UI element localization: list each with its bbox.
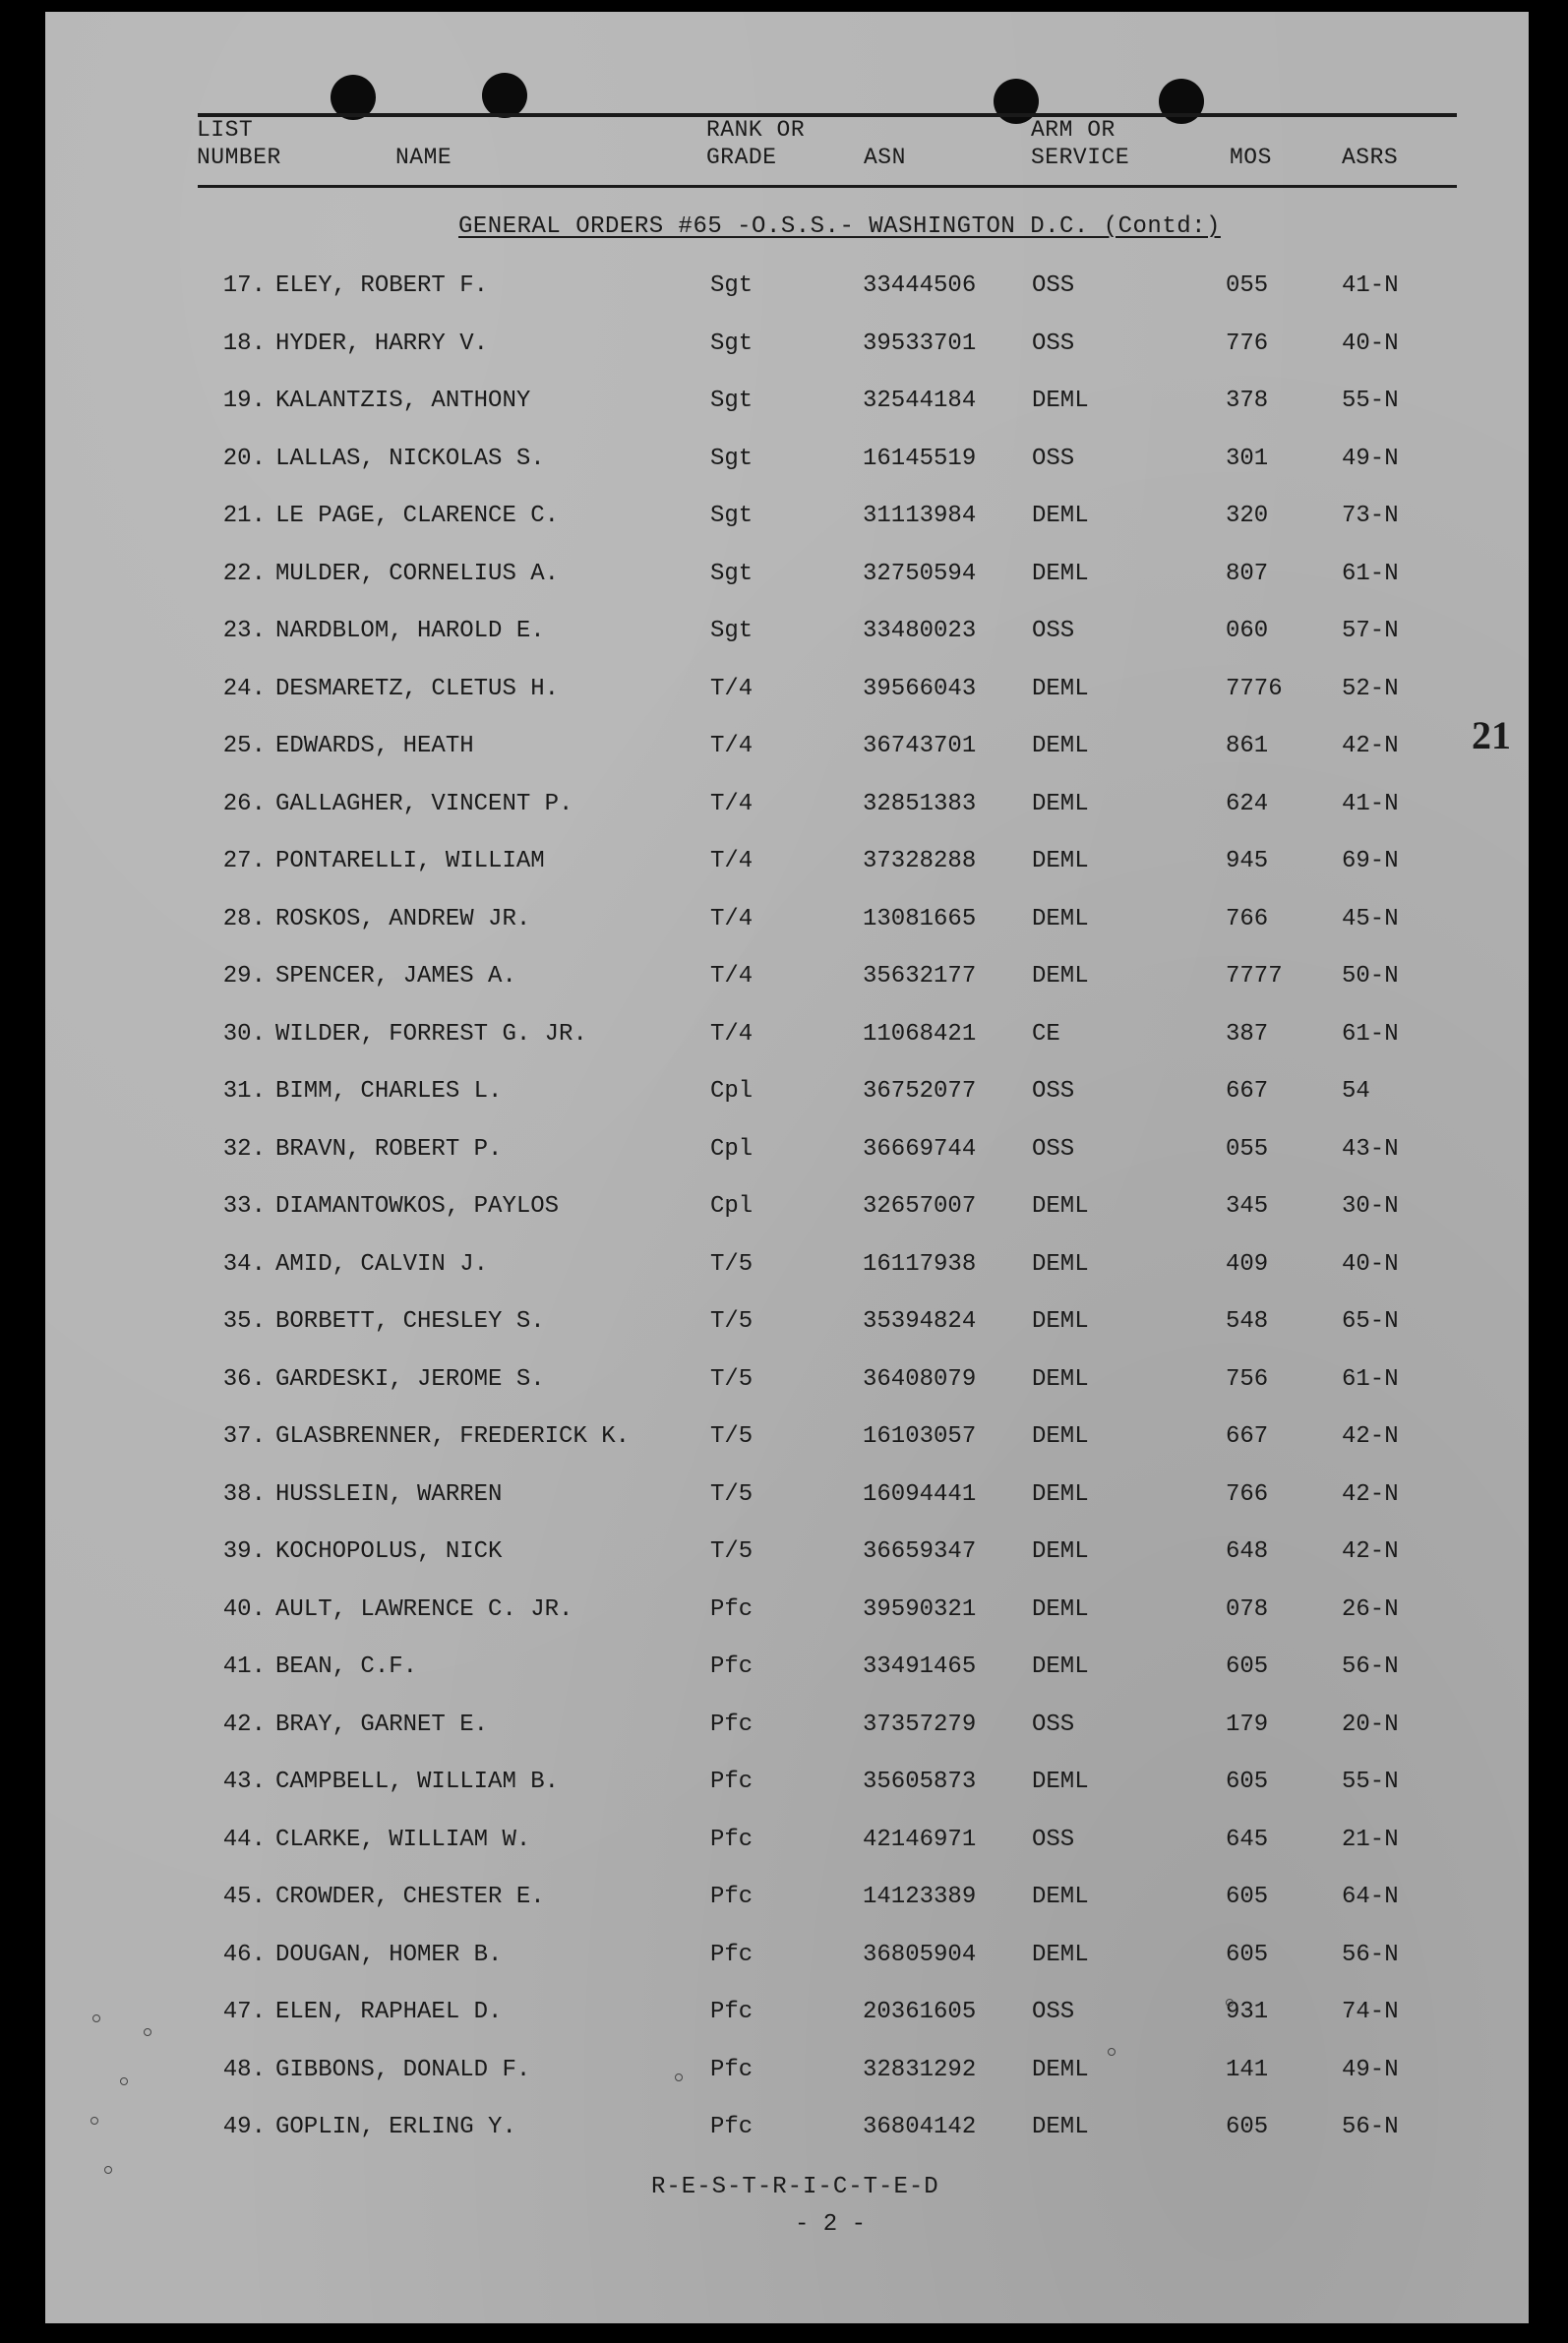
table-row (45, 1941, 1529, 1999)
row-name: CROWDER, CHESTER E. (275, 1884, 545, 1910)
row-arm-service: DEML (1032, 675, 1089, 702)
row-mos: 766 (1226, 905, 1269, 932)
row-rank: Pfc (710, 1769, 754, 1795)
row-name: WILDER, FORREST G. JR. (275, 1020, 587, 1048)
row-number: 27. (222, 848, 266, 874)
row-name: BRAY, GARNET E. (275, 1711, 489, 1738)
table-row (45, 1537, 1529, 1595)
row-arm-service: DEML (1032, 1423, 1089, 1450)
row-rank: T/4 (710, 790, 754, 817)
row-mos: 055 (1226, 272, 1269, 299)
row-asn: 42146971 (863, 1826, 977, 1853)
row-rank: T/5 (710, 1308, 754, 1335)
row-mos: 667 (1226, 1078, 1269, 1105)
row-mos: 078 (1226, 1595, 1269, 1623)
row-asrs: 26-N (1342, 1595, 1399, 1623)
row-arm-service: DEML (1032, 1595, 1089, 1623)
row-number: 35. (222, 1308, 266, 1335)
row-mos: 605 (1226, 1941, 1269, 1968)
row-asn: 36408079 (863, 1365, 977, 1393)
row-number: 43. (222, 1769, 266, 1795)
row-rank: Cpl (710, 1193, 754, 1220)
row-arm-service: DEML (1032, 1653, 1089, 1680)
row-mos: 387 (1226, 1020, 1269, 1048)
table-row (45, 1711, 1529, 1769)
row-asn: 16094441 (863, 1480, 977, 1508)
row-number: 47. (222, 1999, 266, 2025)
row-rank: Pfc (710, 1826, 754, 1853)
row-number: 40. (222, 1595, 266, 1623)
row-asrs: 40-N (1342, 1250, 1399, 1278)
row-number: 39. (222, 1538, 266, 1565)
row-arm-service: DEML (1032, 1480, 1089, 1508)
header-arm-or-service: ARM OR SERVICE (1031, 117, 1130, 170)
row-number: 18. (222, 330, 266, 357)
table-row (45, 1480, 1529, 1538)
row-name: DIAMANTOWKOS, PAYLOS (275, 1193, 560, 1220)
table-row (45, 445, 1529, 503)
table-row (45, 1422, 1529, 1480)
row-arm-service: OSS (1032, 445, 1075, 472)
table-row (45, 1768, 1529, 1826)
row-asrs: 21-N (1342, 1826, 1399, 1853)
row-arm-service: OSS (1032, 1826, 1075, 1853)
row-mos: 807 (1226, 560, 1269, 587)
row-arm-service: DEML (1032, 1769, 1089, 1795)
row-arm-service: DEML (1032, 1538, 1089, 1565)
row-name: GIBBONS, DONALD F. (275, 2056, 531, 2083)
row-name: BORBETT, CHESLEY S. (275, 1308, 545, 1335)
table-row (45, 387, 1529, 445)
row-asn: 36659347 (863, 1538, 977, 1565)
row-number: 37. (222, 1423, 266, 1450)
row-asn: 31113984 (863, 503, 977, 529)
row-rank: T/5 (710, 1250, 754, 1278)
row-asrs: 50-N (1342, 963, 1399, 990)
restricted-footer: R-E-S-T-R-I-C-T-E-D (651, 2174, 939, 2200)
row-arm-service: DEML (1032, 1193, 1089, 1220)
margin-page-note: 21 (1472, 713, 1511, 757)
row-rank: Pfc (710, 1941, 754, 1968)
row-asrs: 61-N (1342, 1365, 1399, 1393)
row-name: SPENCER, JAMES A. (275, 963, 516, 990)
row-rank: Sgt (710, 503, 754, 529)
row-number: 30. (222, 1020, 266, 1048)
row-number: 45. (222, 1884, 266, 1910)
row-mos: 776 (1226, 330, 1269, 357)
row-arm-service: DEML (1032, 1365, 1089, 1393)
row-asrs: 74-N (1342, 1999, 1399, 2025)
row-asrs: 20-N (1342, 1711, 1399, 1738)
row-name: NARDBLOM, HAROLD E. (275, 618, 545, 644)
row-rank: T/4 (710, 1020, 754, 1048)
row-asn: 14123389 (863, 1884, 977, 1910)
row-name: CLARKE, WILLIAM W. (275, 1826, 531, 1853)
row-number: 42. (222, 1711, 266, 1738)
row-number: 29. (222, 963, 266, 990)
row-asn: 33491465 (863, 1653, 977, 1680)
row-name: AULT, LAWRENCE C. JR. (275, 1595, 573, 1623)
row-mos: 605 (1226, 1653, 1269, 1680)
row-number: 34. (222, 1250, 266, 1278)
row-asn: 16103057 (863, 1423, 977, 1450)
row-mos: 861 (1226, 733, 1269, 759)
table-row (45, 1135, 1529, 1193)
roster-table (45, 271, 1529, 2171)
row-number: 23. (222, 618, 266, 644)
table-row (45, 732, 1529, 790)
row-name: KOCHOPOLUS, NICK (275, 1538, 503, 1565)
row-arm-service: OSS (1032, 1999, 1075, 2025)
row-asn: 36752077 (863, 1078, 977, 1105)
row-asn: 37328288 (863, 848, 977, 874)
row-number: 41. (222, 1653, 266, 1680)
row-rank: T/4 (710, 963, 754, 990)
row-name: KALANTZIS, ANTHONY (275, 388, 531, 414)
header-asn: ASN (864, 145, 906, 170)
table-row (45, 502, 1529, 560)
row-asrs: 56-N (1342, 1653, 1399, 1680)
dust-speck (92, 2014, 100, 2022)
table-row (45, 1192, 1529, 1250)
row-asrs: 30-N (1342, 1193, 1399, 1220)
row-asrs: 45-N (1342, 905, 1399, 932)
row-mos: 060 (1226, 618, 1269, 644)
row-arm-service: DEML (1032, 963, 1089, 990)
row-asn: 11068421 (863, 1020, 977, 1048)
row-mos: 409 (1226, 1250, 1269, 1278)
row-asn: 16145519 (863, 445, 977, 472)
row-asn: 32657007 (863, 1193, 977, 1220)
row-number: 49. (222, 2114, 266, 2140)
row-asn: 32831292 (863, 2056, 977, 2083)
row-asrs: 64-N (1342, 1884, 1399, 1910)
row-arm-service: DEML (1032, 848, 1089, 874)
row-rank: Cpl (710, 1135, 754, 1163)
row-asrs: 69-N (1342, 848, 1399, 874)
row-rank: Sgt (710, 560, 754, 587)
dust-speck (1108, 2048, 1116, 2056)
row-mos: 141 (1226, 2056, 1269, 2083)
row-asrs: 42-N (1342, 1423, 1399, 1450)
header-top-rule (198, 113, 1457, 117)
row-arm-service: OSS (1032, 1078, 1075, 1105)
row-rank: T/4 (710, 675, 754, 702)
row-number: 36. (222, 1365, 266, 1393)
row-arm-service: OSS (1032, 1135, 1075, 1163)
row-asn: 32544184 (863, 388, 977, 414)
row-asrs: 42-N (1342, 1480, 1399, 1508)
row-mos: 667 (1226, 1423, 1269, 1450)
row-name: ELEN, RAPHAEL D. (275, 1999, 503, 2025)
row-asrs: 54 (1342, 1078, 1370, 1105)
header-bottom-rule (198, 185, 1457, 188)
table-row (45, 790, 1529, 848)
row-mos: 179 (1226, 1711, 1269, 1738)
row-name: HYDER, HARRY V. (275, 330, 489, 357)
table-row (45, 675, 1529, 733)
row-name: GOPLIN, ERLING Y. (275, 2114, 516, 2140)
header-name: NAME (395, 145, 452, 170)
row-mos: 931 (1226, 1999, 1269, 2025)
row-number: 26. (222, 790, 266, 817)
row-asn: 36804142 (863, 2114, 977, 2140)
table-row (45, 2056, 1529, 2114)
row-rank: Pfc (710, 1884, 754, 1910)
row-mos: 7776 (1226, 675, 1283, 702)
row-asn: 33480023 (863, 618, 977, 644)
punch-hole (1159, 79, 1204, 124)
table-row (45, 330, 1529, 388)
row-mos: 756 (1226, 1365, 1269, 1393)
row-asrs: 42-N (1342, 1538, 1399, 1565)
row-asrs: 57-N (1342, 618, 1399, 644)
row-number: 28. (222, 905, 266, 932)
row-number: 46. (222, 1941, 266, 1968)
row-arm-service: OSS (1032, 330, 1075, 357)
row-rank: Pfc (710, 1595, 754, 1623)
row-asn: 33444506 (863, 272, 977, 299)
row-number: 21. (222, 503, 266, 529)
row-number: 38. (222, 1480, 266, 1508)
row-asrs: 49-N (1342, 2056, 1399, 2083)
row-asrs: 56-N (1342, 2114, 1399, 2140)
row-name: PONTARELLI, WILLIAM (275, 848, 545, 874)
row-name: ELEY, ROBERT F. (275, 272, 489, 299)
row-asn: 35632177 (863, 963, 977, 990)
row-asrs: 61-N (1342, 560, 1399, 587)
row-mos: 548 (1226, 1308, 1269, 1335)
row-rank: Sgt (710, 445, 754, 472)
row-rank: Pfc (710, 1711, 754, 1738)
row-arm-service: DEML (1032, 388, 1089, 414)
table-row (45, 1365, 1529, 1423)
row-asrs: 40-N (1342, 330, 1399, 357)
document-page (45, 12, 1529, 2323)
row-name: GARDESKI, JEROME S. (275, 1365, 545, 1393)
row-rank: Sgt (710, 388, 754, 414)
row-name: DOUGAN, HOMER B. (275, 1941, 503, 1968)
row-number: 25. (222, 733, 266, 759)
row-arm-service: DEML (1032, 1941, 1089, 1968)
row-arm-service: DEML (1032, 560, 1089, 587)
table-row (45, 1595, 1529, 1653)
row-asn: 36743701 (863, 733, 977, 759)
table-row (45, 847, 1529, 905)
header-mos: MOS (1230, 145, 1272, 170)
row-rank: T/5 (710, 1423, 754, 1450)
page-number: - 2 - (795, 2211, 867, 2238)
row-arm-service: DEML (1032, 2056, 1089, 2083)
row-mos: 945 (1226, 848, 1269, 874)
row-rank: T/5 (710, 1365, 754, 1393)
row-mos: 605 (1226, 1769, 1269, 1795)
row-asn: 32851383 (863, 790, 977, 817)
row-mos: 624 (1226, 790, 1269, 817)
table-row (45, 2113, 1529, 2171)
row-asn: 36669744 (863, 1135, 977, 1163)
row-rank: T/4 (710, 848, 754, 874)
row-name: GLASBRENNER, FREDERICK K. (275, 1423, 631, 1450)
row-mos: 605 (1226, 2114, 1269, 2140)
row-number: 48. (222, 2056, 266, 2083)
table-row (45, 1077, 1529, 1135)
row-rank: Sgt (710, 272, 754, 299)
row-rank: Sgt (710, 330, 754, 357)
row-rank: T/5 (710, 1538, 754, 1565)
header-asrs: ASRS (1342, 145, 1399, 170)
table-row (45, 1307, 1529, 1365)
row-number: 32. (222, 1135, 266, 1163)
row-asn: 36805904 (863, 1941, 977, 1968)
row-asn: 20361605 (863, 1999, 977, 2025)
row-asrs: 73-N (1342, 503, 1399, 529)
row-asn: 39590321 (863, 1595, 977, 1623)
row-name: BEAN, C.F. (275, 1653, 418, 1680)
row-rank: Pfc (710, 1653, 754, 1680)
row-name: MULDER, CORNELIUS A. (275, 560, 560, 587)
row-name: HUSSLEIN, WARREN (275, 1480, 503, 1508)
table-row (45, 617, 1529, 675)
row-number: 24. (222, 675, 266, 702)
row-asn: 32750594 (863, 560, 977, 587)
dust-speck (675, 2073, 683, 2081)
row-number: 31. (222, 1078, 266, 1105)
row-arm-service: DEML (1032, 2114, 1089, 2140)
row-arm-service: DEML (1032, 1250, 1089, 1278)
row-asrs: 55-N (1342, 388, 1399, 414)
row-asn: 16117938 (863, 1250, 977, 1278)
row-mos: 055 (1226, 1135, 1269, 1163)
row-asn: 13081665 (863, 905, 977, 932)
row-number: 44. (222, 1826, 266, 1853)
row-arm-service: DEML (1032, 905, 1089, 932)
row-asrs: 56-N (1342, 1941, 1399, 1968)
header-list-number: LIST NUMBER (197, 117, 281, 170)
row-mos: 345 (1226, 1193, 1269, 1220)
row-rank: Cpl (710, 1078, 754, 1105)
table-row (45, 1250, 1529, 1308)
table-row (45, 905, 1529, 963)
row-mos: 320 (1226, 503, 1269, 529)
header-rank-or-grade: RANK OR GRADE (706, 117, 806, 170)
punch-hole (482, 73, 527, 118)
row-arm-service: DEML (1032, 1308, 1089, 1335)
row-name: BIMM, CHARLES L. (275, 1078, 503, 1105)
row-arm-service: DEML (1032, 733, 1089, 759)
row-arm-service: DEML (1032, 503, 1089, 529)
table-row (45, 560, 1529, 618)
dust-speck (90, 2117, 98, 2125)
table-row (45, 1998, 1529, 2056)
row-asn: 37357279 (863, 1711, 977, 1738)
row-rank: Sgt (710, 618, 754, 644)
row-asrs: 41-N (1342, 272, 1399, 299)
row-name: ROSKOS, ANDREW JR. (275, 905, 531, 932)
row-number: 22. (222, 560, 266, 587)
row-asrs: 49-N (1342, 445, 1399, 472)
row-asn: 39566043 (863, 675, 977, 702)
row-mos: 605 (1226, 1884, 1269, 1910)
row-mos: 7777 (1226, 963, 1283, 990)
row-name: GALLAGHER, VINCENT P. (275, 790, 573, 817)
row-number: 20. (222, 445, 266, 472)
table-row (45, 1826, 1529, 1884)
row-asrs: 52-N (1342, 675, 1399, 702)
row-asn: 35605873 (863, 1769, 977, 1795)
table-row (45, 1652, 1529, 1711)
row-name: LE PAGE, CLARENCE C. (275, 503, 560, 529)
table-row (45, 962, 1529, 1020)
row-asrs: 61-N (1342, 1020, 1399, 1048)
row-mos: 645 (1226, 1826, 1269, 1853)
row-name: LALLAS, NICKOLAS S. (275, 445, 545, 472)
table-row (45, 271, 1529, 330)
row-arm-service: CE (1032, 1020, 1060, 1048)
row-asn: 35394824 (863, 1308, 977, 1335)
row-arm-service: OSS (1032, 272, 1075, 299)
table-row (45, 1020, 1529, 1078)
table-row (45, 1883, 1529, 1941)
row-name: AMID, CALVIN J. (275, 1250, 489, 1278)
row-asn: 39533701 (863, 330, 977, 357)
row-mos: 301 (1226, 445, 1269, 472)
dust-speck (144, 2028, 151, 2036)
row-rank: Pfc (710, 1999, 754, 2025)
row-rank: T/4 (710, 733, 754, 759)
row-asrs: 43-N (1342, 1135, 1399, 1163)
row-number: 33. (222, 1193, 266, 1220)
row-name: EDWARDS, HEATH (275, 733, 474, 759)
row-rank: T/5 (710, 1480, 754, 1508)
row-asrs: 42-N (1342, 733, 1399, 759)
row-arm-service: OSS (1032, 1711, 1075, 1738)
row-number: 17. (222, 272, 266, 299)
row-arm-service: OSS (1032, 618, 1075, 644)
row-arm-service: DEML (1032, 1884, 1089, 1910)
dust-speck (120, 2077, 128, 2085)
row-mos: 378 (1226, 388, 1269, 414)
row-name: CAMPBELL, WILLIAM B. (275, 1769, 560, 1795)
row-rank: Pfc (710, 2056, 754, 2083)
dust-speck (1226, 1999, 1234, 2007)
row-asrs: 55-N (1342, 1769, 1399, 1795)
dust-speck (104, 2166, 112, 2174)
row-rank: Pfc (710, 2114, 754, 2140)
row-name: BRAVN, ROBERT P. (275, 1135, 503, 1163)
row-asrs: 41-N (1342, 790, 1399, 817)
row-name: DESMARETZ, CLETUS H. (275, 675, 560, 702)
row-arm-service: DEML (1032, 790, 1089, 817)
row-mos: 766 (1226, 1480, 1269, 1508)
row-number: 19. (222, 388, 266, 414)
orders-title: GENERAL ORDERS #65 -O.S.S.- WASHINGTON D.C. (Contd:) (458, 213, 1221, 240)
row-asrs: 65-N (1342, 1308, 1399, 1335)
row-mos: 648 (1226, 1538, 1269, 1565)
row-rank: T/4 (710, 905, 754, 932)
